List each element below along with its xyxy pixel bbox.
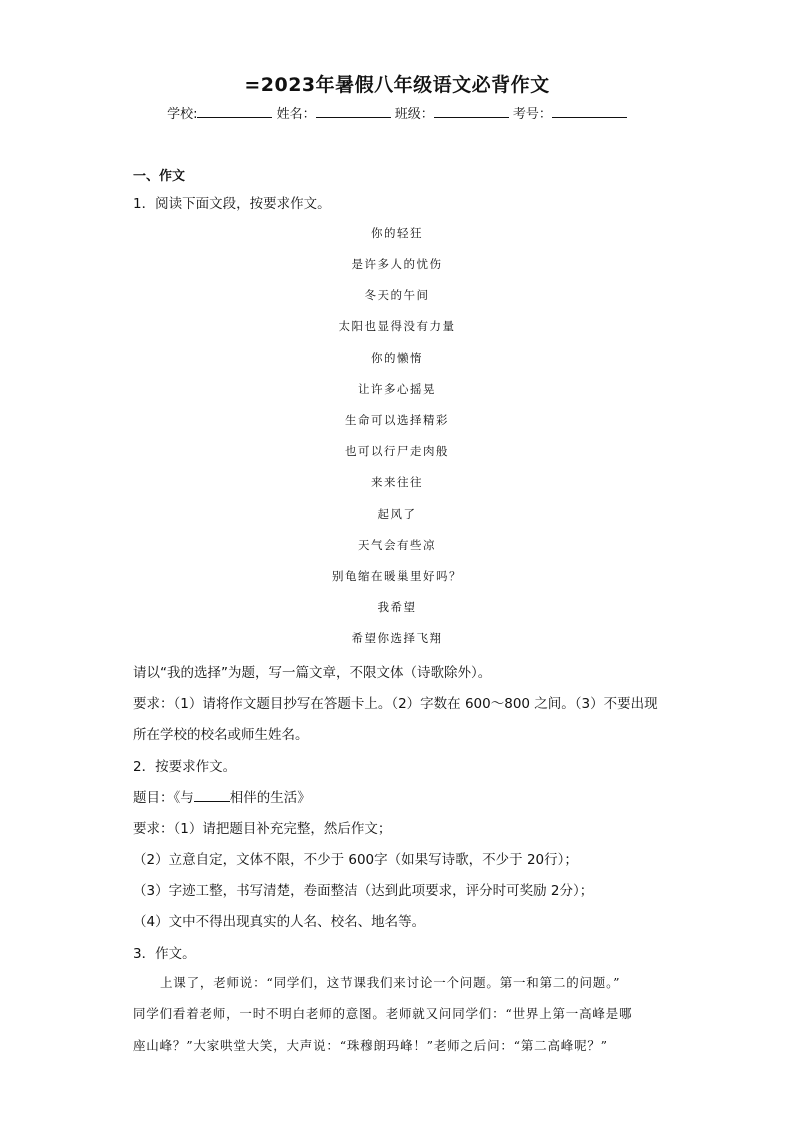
question-3-prompt: 3．作文。: [133, 946, 196, 962]
story-paragraph-line: 座山峰？”大家哄堂大笑，大声说：“珠穆朗玛峰！”老师之后问：“第二高峰呢？”: [133, 1038, 608, 1053]
poem-line: 你的轻狂: [371, 226, 423, 240]
question-2-requirement: 要求：（1）请把题目补充完整，然后作文；: [133, 821, 392, 837]
section-heading: 一、作文: [133, 169, 186, 184]
poem-line: 让许多心摇晃: [358, 382, 436, 396]
topic-prefix: 题目：《与: [133, 790, 194, 806]
class-label: 班级：: [394, 107, 434, 122]
poem-line: 是许多人的忧伤: [351, 257, 443, 271]
poem-line: 来来往往: [371, 475, 423, 489]
class-blank: [434, 105, 509, 118]
question-1-requirement-cont: 所在学校的校名或师生姓名。: [133, 727, 309, 743]
number-blank: [552, 105, 627, 118]
question-2-requirement: （2）立意自定，文体不限，不少于 600字（如果写诗歌，不少于 20行）；: [133, 852, 578, 868]
question-2-prompt: 2．按要求作文。: [133, 759, 237, 775]
school-label: 学校:: [167, 107, 198, 122]
topic-suffix: 相伴的生活》: [229, 790, 311, 806]
school-blank: [197, 105, 272, 118]
poem-line: 起风了: [377, 507, 417, 521]
student-info-line: [0, 103, 794, 122]
story-paragraph-line: 同学们看着老师，一时不明白老师的意图。老师就又问同学们：“世界上第一高峰是哪: [133, 1006, 633, 1021]
poem-line: 希望你选择飞翔: [351, 631, 443, 645]
question-1-prompt: 1．阅读下面文段，按要求作文。: [133, 196, 331, 212]
name-label: 姓名：: [276, 107, 316, 122]
number-label: 考号：: [512, 107, 552, 122]
poem-line: 太阳也显得没有力量: [338, 319, 456, 333]
story-paragraph-line: 上课了，老师说：“同学们，这节课我们来讨论一个问题。第一和第二的问题。”: [160, 975, 621, 990]
question-2-topic: [133, 786, 311, 806]
poem-line: 别龟缩在暖巢里好吗？: [332, 569, 462, 583]
question-2-requirement: （3）字迹工整，书写清楚，卷面整洁（达到此项要求，评分时可奖励 2分）；: [133, 883, 594, 899]
poem-line: 你的懒惰: [371, 351, 423, 365]
page-title: =2023年暑假八年级语文必背作文: [244, 74, 550, 96]
name-blank: [316, 105, 391, 118]
poem-line: 冬天的午间: [364, 288, 430, 302]
topic-blank: [194, 789, 230, 802]
poem-line: 我希望: [377, 600, 417, 614]
poem-line: 天气会有些凉: [358, 538, 436, 552]
poem-line: 生命可以选择精彩: [345, 413, 449, 427]
question-2-requirement: （4）文中不得出现真实的人名、校名、地名等。: [133, 914, 426, 930]
question-1-requirement: 要求：（1）请将作文题目抄写在答题卡上。（2）字数在 600～800 之间。（3）不要出现: [133, 696, 658, 712]
poem-line: 也可以行尸走肉般: [345, 444, 449, 458]
question-1-instruction: 请以“我的选择”为题，写一篇文章，不限文体（诗歌除外）。: [133, 665, 492, 681]
